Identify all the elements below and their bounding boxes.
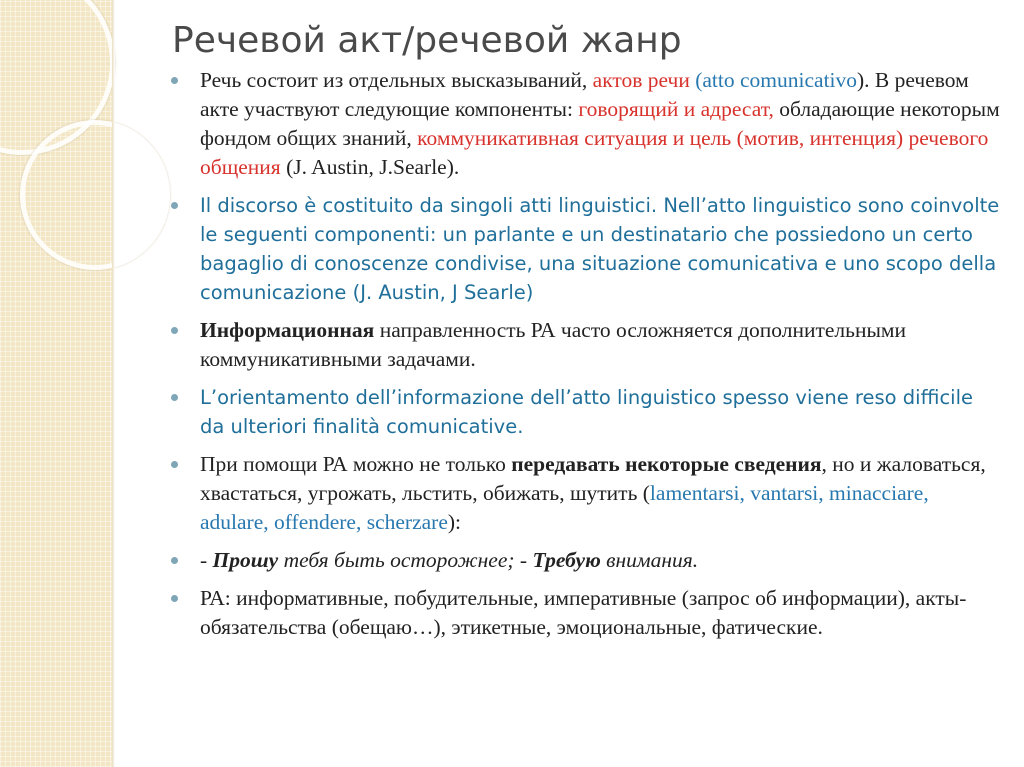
bullet-list xyxy=(170,66,1000,651)
bullet-icon xyxy=(171,461,178,468)
bullet-icon xyxy=(171,77,178,84)
list-item: Речь состоит из отдельных высказываний, актов речи (atto comunicativo). В речевом акте участвуют следующие компоненты: говорящий и адресат, обладающие некоторым фондом общих знаний, коммуникативная ситуация и цель (мотив, интенция) речевого общения (J. Austin, J.Searle). xyxy=(170,66,1000,182)
bullet-icon xyxy=(171,557,178,564)
list-item: При помощи РА можно не только передавать некоторые сведения, но и жаловаться, хвастаться, угрожать, льстить, обижать, шутить (lamentarsi, vantarsi, minacciare, adulare, offendere, scherzare): xyxy=(170,450,1000,537)
list-item: Информационная направленность РА часто осложняется дополнительными коммуникативными задачами. xyxy=(170,316,1000,374)
decorative-ring xyxy=(20,120,170,270)
decorative-side-panel xyxy=(0,0,112,767)
bullet-icon xyxy=(171,202,178,209)
bullet-icon xyxy=(171,394,178,401)
list-item: L’orientamento dell’informazione dell’atto linguistico spesso viene reso difficile da ulteriori finalità comunicative. xyxy=(170,383,1000,441)
list-item: Il discorso è costituito da singoli atti linguistici. Nell’atto linguistico sono coinvolte le seguenti componenti: un parlante e un destinatario che possiedono un certo bagaglio di conoscenze condivise, una situazione comunicativa e uno scopo della comunicazione (J. Austin, J Searle) xyxy=(170,191,1000,307)
list-item: - Прошу тебя быть осторожнее; - Требую внимания. xyxy=(170,546,1000,575)
bullet-icon xyxy=(171,327,178,334)
side-panel-edge xyxy=(112,0,115,767)
list-item: РА: информативные, побудительные, императивные (запрос об информации), акты-обязательства (обещаю…), этикетные, эмоциональные, фатические. xyxy=(170,584,1000,642)
bullet-icon xyxy=(171,595,178,602)
slide-title: Речевой акт/речевой жанр xyxy=(172,20,682,61)
